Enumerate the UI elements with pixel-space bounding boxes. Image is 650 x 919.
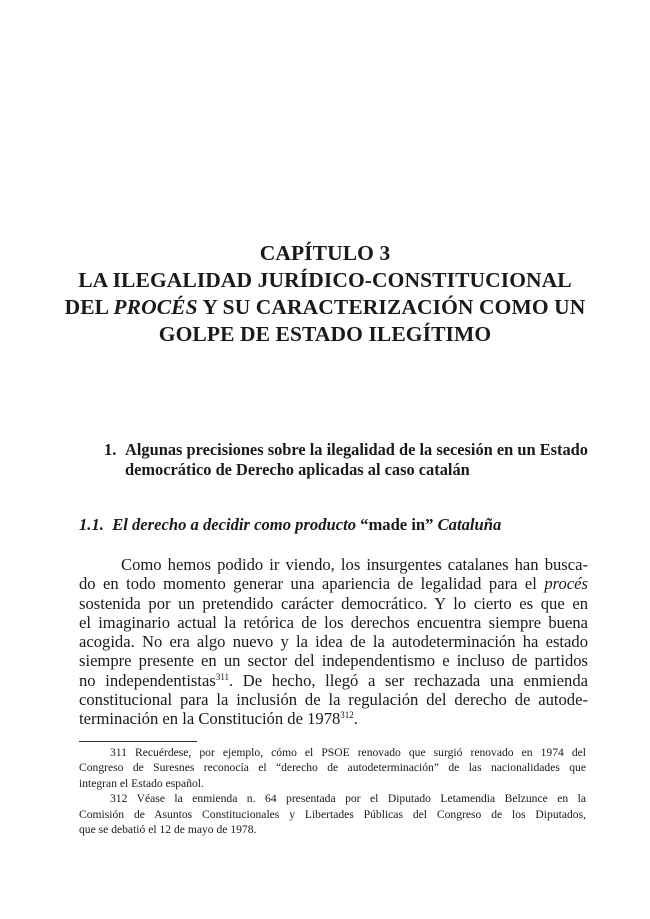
footnote-ref-312[interactable]: 312 bbox=[340, 710, 354, 721]
chapter-label: CAPÍTULO 3 bbox=[259, 241, 391, 265]
chapter-title-line-2-pre: DEL bbox=[64, 295, 114, 319]
body-paragraph bbox=[79, 555, 588, 729]
footnotes bbox=[79, 745, 586, 837]
section-title: Algunas precisiones sobre la ilegalidad de la secesión en un Estado democrático de Derecho aplicadas al caso catalán bbox=[125, 440, 588, 479]
paragraph-line-text: . De hecho, llegó a ser rechazada una enmienda bbox=[229, 670, 588, 690]
paragraph-line: siempre presente en un sector del independentismo e incluso de partidos bbox=[79, 651, 588, 671]
footnote-311-line: integran el Estado español. bbox=[79, 776, 204, 790]
paragraph-line-text: terminación en la Constitución de 1978 bbox=[79, 709, 341, 729]
footnote-312-line: Comisión de Asuntos Constitucionales y Libertades Públicas del Congreso de los Diputados, bbox=[79, 807, 586, 821]
footnote-311-line: Congreso de Suresnes reconocía el “derecho de autodeterminación” de las nacionalidades que bbox=[79, 761, 586, 775]
chapter-title-line-2-post: Y SU CARACTERIZACIÓN COMO UN bbox=[197, 295, 586, 319]
footnote-311-line: 311 Recuérdese, por ejemplo, cómo el PSOE renovado que surgió renovado en 1974 del bbox=[110, 746, 586, 759]
section-number: 1. bbox=[104, 440, 117, 459]
subsection-title-quoted: “made in” bbox=[360, 515, 434, 534]
paragraph-line: sostenida por un pretendido carácter democrático. Y lo cierto es que en bbox=[79, 593, 588, 613]
footnote-312-line: que se debatió el 12 de mayo de 1978. bbox=[79, 822, 257, 836]
subsection-title-a: El derecho a decidir como producto bbox=[112, 515, 356, 534]
paragraph-line bbox=[79, 671, 588, 690]
paragraph-line-text: do en todo momento generar una apariencia de legalidad para el bbox=[79, 574, 537, 594]
footnote-separator bbox=[79, 741, 197, 742]
paragraph-italic-term: procés bbox=[544, 574, 588, 594]
paragraph-line bbox=[79, 709, 588, 728]
subsection-heading bbox=[79, 515, 589, 535]
paragraph-line-text: no independentistas bbox=[79, 670, 216, 690]
paragraph-line: el imaginario actual la retórica de los derechos encuentra siempre buena bbox=[79, 612, 588, 632]
paragraph-line-text: . bbox=[353, 709, 358, 729]
paragraph-line: Como hemos podido ir viendo, los insurgentes catalanes han busca- bbox=[121, 555, 588, 574]
subsection-title-b: Cataluña bbox=[437, 515, 502, 534]
paragraph-line bbox=[79, 574, 588, 593]
section-heading bbox=[104, 440, 588, 480]
chapter-title-line-2-italic: PROCÉS bbox=[113, 295, 198, 319]
chapter-heading bbox=[60, 240, 590, 348]
chapter-title-line-2 bbox=[60, 294, 590, 321]
footnote-ref-311[interactable]: 311 bbox=[215, 671, 229, 682]
paragraph-line: constitucional para la inclusión de la regulación del derecho de autode- bbox=[79, 690, 588, 710]
chapter-title-line-1: LA ILEGALIDAD JURÍDICO-CONSTITUCIONAL bbox=[78, 268, 572, 292]
chapter-title-line-3: GOLPE DE ESTADO ILEGÍTIMO bbox=[158, 322, 492, 346]
paragraph-line: acogida. No era algo nuevo y la idea de la autodeterminación ha estado bbox=[79, 632, 588, 652]
footnote-312-line: 312 Véase la enmienda n. 64 presentada por el Diputado Letamendia Belzunce en la bbox=[110, 792, 586, 806]
subsection-number: 1.1. bbox=[79, 515, 104, 534]
